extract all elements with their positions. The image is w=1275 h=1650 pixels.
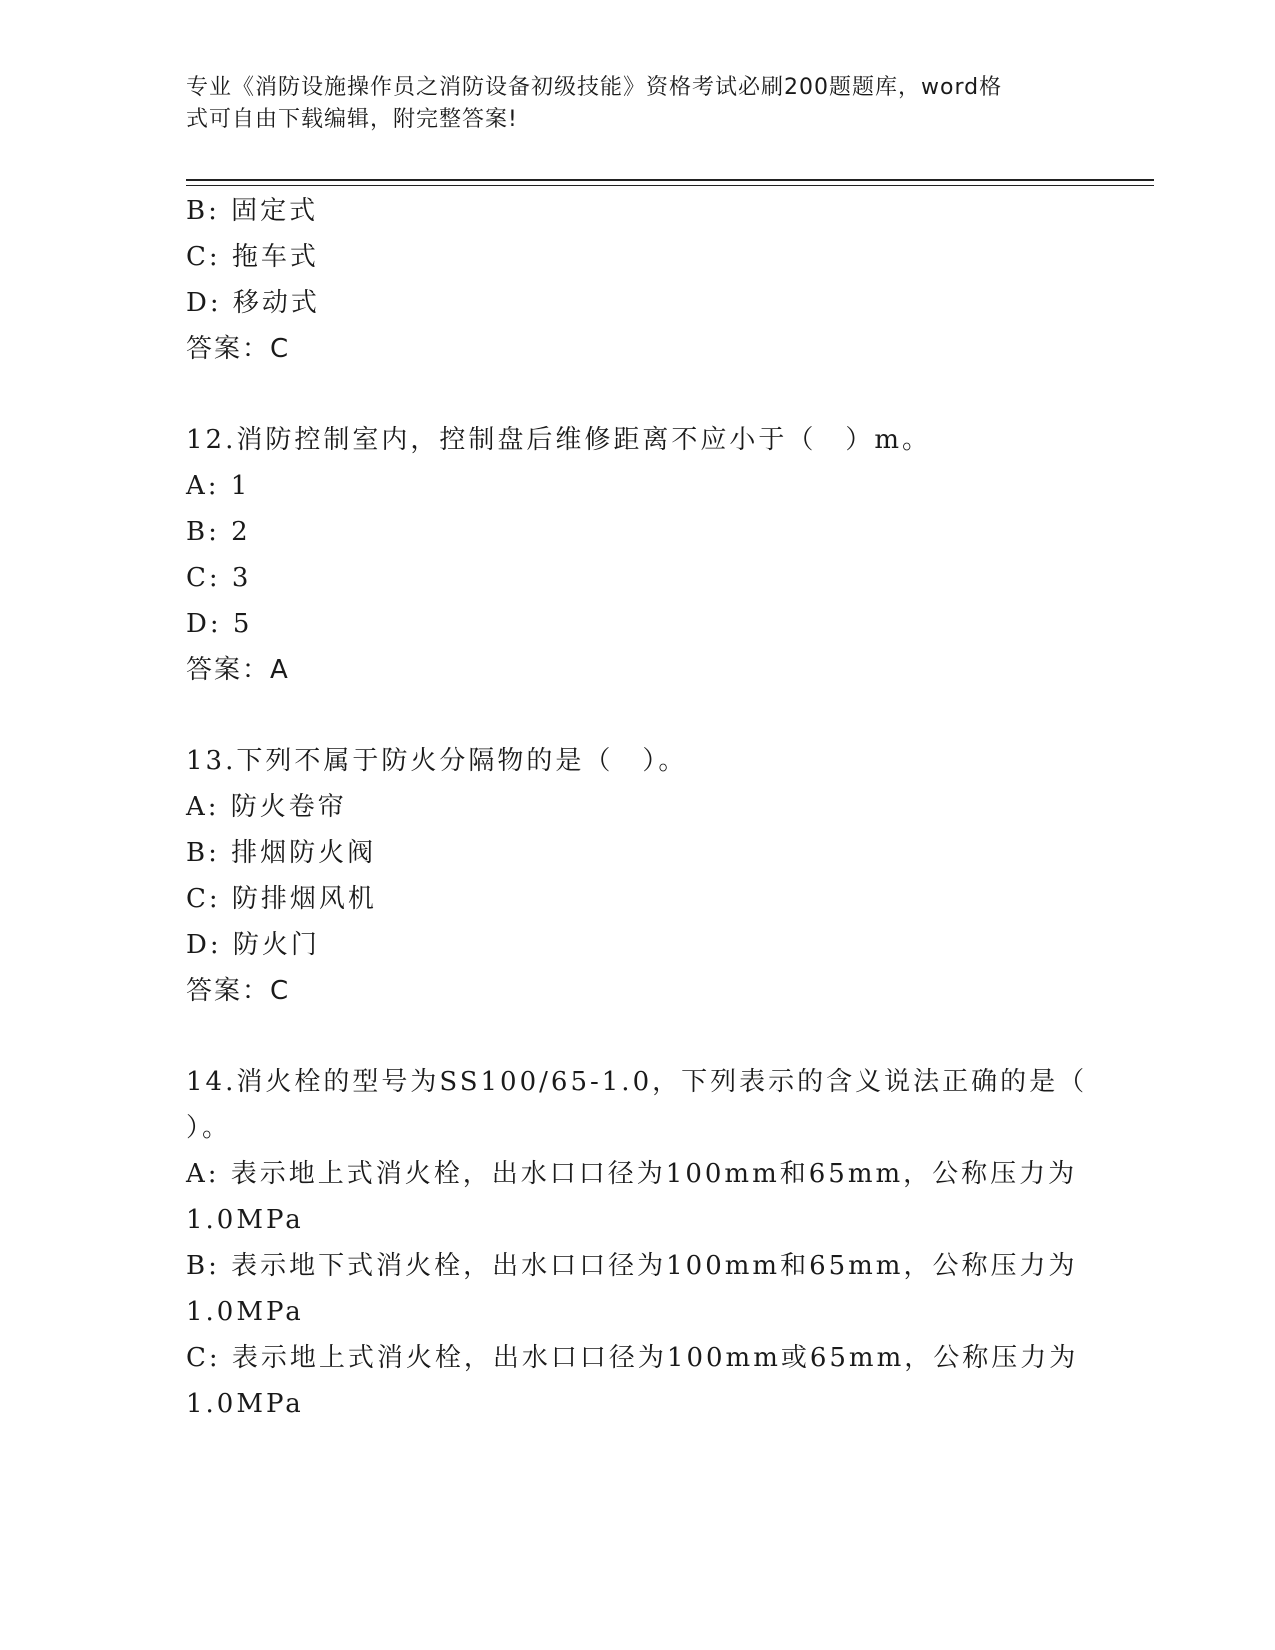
- option-b-line-2: 1.0MPa: [186, 1297, 304, 1327]
- option-c: C: 拖车式: [186, 242, 319, 272]
- option-a: A: 防火卷帘: [186, 792, 347, 822]
- header-title-line-2: 式可自由下载编辑，附完整答案!: [186, 107, 518, 132]
- answer: 答案：A: [186, 655, 290, 685]
- option-b: B: 2: [186, 517, 251, 547]
- answer: 答案：C: [186, 976, 291, 1006]
- spacer: [186, 693, 1066, 738]
- question-text: 12.消防控制室内，控制盘后维修距离不应小于（ ）m。: [186, 425, 932, 455]
- option-c-line-2: 1.0MPa: [186, 1389, 304, 1419]
- option-c: C: 3: [186, 563, 252, 593]
- option-c: C: 防排烟风机: [186, 884, 377, 914]
- spacer: [186, 372, 1066, 417]
- option-c-line-1: C: 表示地上式消火栓，出水口口径为100mm或65mm，公称压力为: [186, 1343, 1079, 1373]
- question-11: [186, 188, 1066, 372]
- question-text: 13.下列不属于防火分隔物的是（ ）。: [186, 746, 688, 776]
- answer: 答案：C: [186, 334, 291, 364]
- question-text-line-2: ）。: [186, 1113, 232, 1143]
- option-a-line-2: 1.0MPa: [186, 1205, 304, 1235]
- option-a-line-1: A: 表示地上式消火栓，出水口口径为100mm和65mm，公称压力为: [186, 1159, 1078, 1189]
- option-b: B: 固定式: [186, 196, 319, 226]
- option-d: D: 5: [186, 609, 253, 639]
- question-12: [186, 417, 1066, 693]
- question-list: [186, 188, 1088, 1427]
- option-b: B: 排烟防火阀: [186, 838, 377, 868]
- option-d: D: 移动式: [186, 288, 320, 318]
- option-d: D: 防火门: [186, 930, 320, 960]
- question-14: [186, 1059, 1088, 1427]
- document-header: [186, 72, 1066, 136]
- header-title-line-1: 专业《消防设施操作员之消防设备初级技能》资格考试必刷200题题库，word格: [186, 75, 1003, 100]
- spacer: [186, 1014, 1066, 1059]
- option-b-line-1: B: 表示地下式消火栓，出水口口径为100mm和65mm，公称压力为: [186, 1251, 1078, 1281]
- header-divider-thick: [186, 179, 1154, 181]
- question-13: [186, 738, 1066, 1014]
- header-divider-thin: [186, 185, 1154, 186]
- question-text-line-1: 14.消火栓的型号为SS100/65-1.0，下列表示的含义说法正确的是（: [186, 1067, 1088, 1097]
- option-a: A: 1: [186, 471, 251, 501]
